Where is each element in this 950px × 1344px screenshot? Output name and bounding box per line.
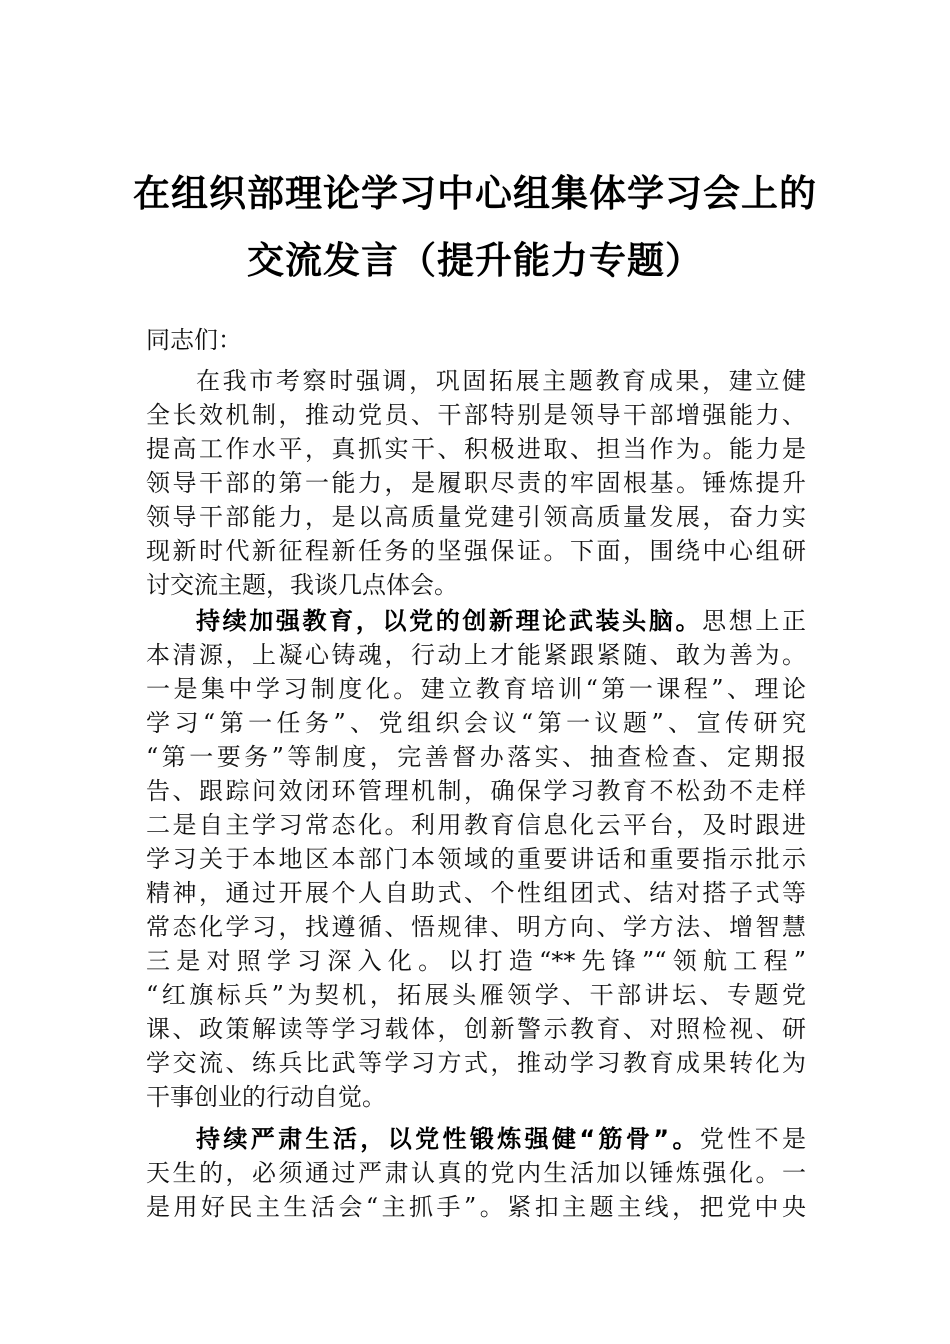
paragraph-line: 常态化学习，找遵循、悟规律、明方向、学方法、增智慧 [146,913,806,941]
paragraph-line: 在我市考察时强调，巩固拓展主题教育成果，建立健 [196,367,806,395]
paragraph-line: 精神，通过开展个人自助式、个性组团式、结对搭子式等 [146,879,806,907]
paragraph-line: 领导干部的第一能力，是履职尽责的牢固根基。锤炼提升 [146,469,806,497]
paragraph-line: 告、跟踪问效闭环管理机制，确保学习教育不松劲不走样 [146,777,806,805]
paragraph-line: 学习关于本地区本部门本领域的重要讲话和重要指示批示 [146,845,806,873]
salutation: 同志们： [146,326,242,354]
paragraph-line: 提高工作水平，真抓实干、积极进取、担当作为。能力是 [146,435,806,463]
paragraph-line: 本清源，上凝心铸魂，行动上才能紧跟紧随、敢为善为。 [146,641,806,669]
section-heading-1: 持续加强教育，以党的创新理论武装头脑。 [196,607,703,635]
paragraph-line: 学交流、练兵比武等学习方式，推动学习教育成果转化为 [146,1049,806,1077]
document-title-line-2: 交流发言（提升能力专题） [247,238,703,282]
paragraph-line: 二是自主学习常态化。利用教育信息化云平台，及时跟进 [146,811,806,839]
paragraph-line: 现新时代新征程新任务的坚强保证。下面，围绕中心组研 [146,537,806,565]
paragraph-run: 党性不是 [699,1125,806,1153]
paragraph-line: 一是集中学习制度化。建立教育培训“第一课程”、理论 [146,675,806,703]
section-heading-2: 持续严肃生活，以党性锻炼强健“筋骨”。 [196,1125,700,1153]
paragraph-line: “第一要务”等制度，完善督办落实、抽查检查、定期报 [146,743,806,771]
paragraph-line: 课、政策解读等学习载体，创新警示教育、对照检视、研 [146,1015,806,1043]
paragraph-line: 三是对照学习深入化。以打造“**先锋”“领航工程” [146,947,806,975]
section-heading-line [196,1122,806,1156]
paragraph-line: 干事创业的行动自觉。 [146,1083,386,1111]
document-title-line-1: 在组织部理论学习中心组集体学习会上的 [133,171,817,215]
paragraph-run: 思想上正 [702,607,806,635]
paragraph-line: 全长效机制，推动党员、干部特别是领导干部增强能力、 [146,401,806,429]
paragraph-line: 领导干部能力，是以高质量党建引领高质量发展，奋力实 [146,503,806,531]
paragraph-line: 是用好民主生活会“主抓手”。紧扣主题主线，把党中央 [146,1193,806,1221]
paragraph-line: 讨交流主题，我谈几点体会。 [146,571,458,599]
paragraph-line: 学习“第一任务”、党组织会议“第一议题”、宣传研究 [146,709,806,737]
paragraph-line: “红旗标兵”为契机，拓展头雁领学、干部讲坛、专题党 [146,981,806,1009]
paragraph-line: 天生的，必须通过严肃认真的党内生活加以锤炼强化。一 [146,1159,806,1187]
section-heading-line [196,604,806,638]
